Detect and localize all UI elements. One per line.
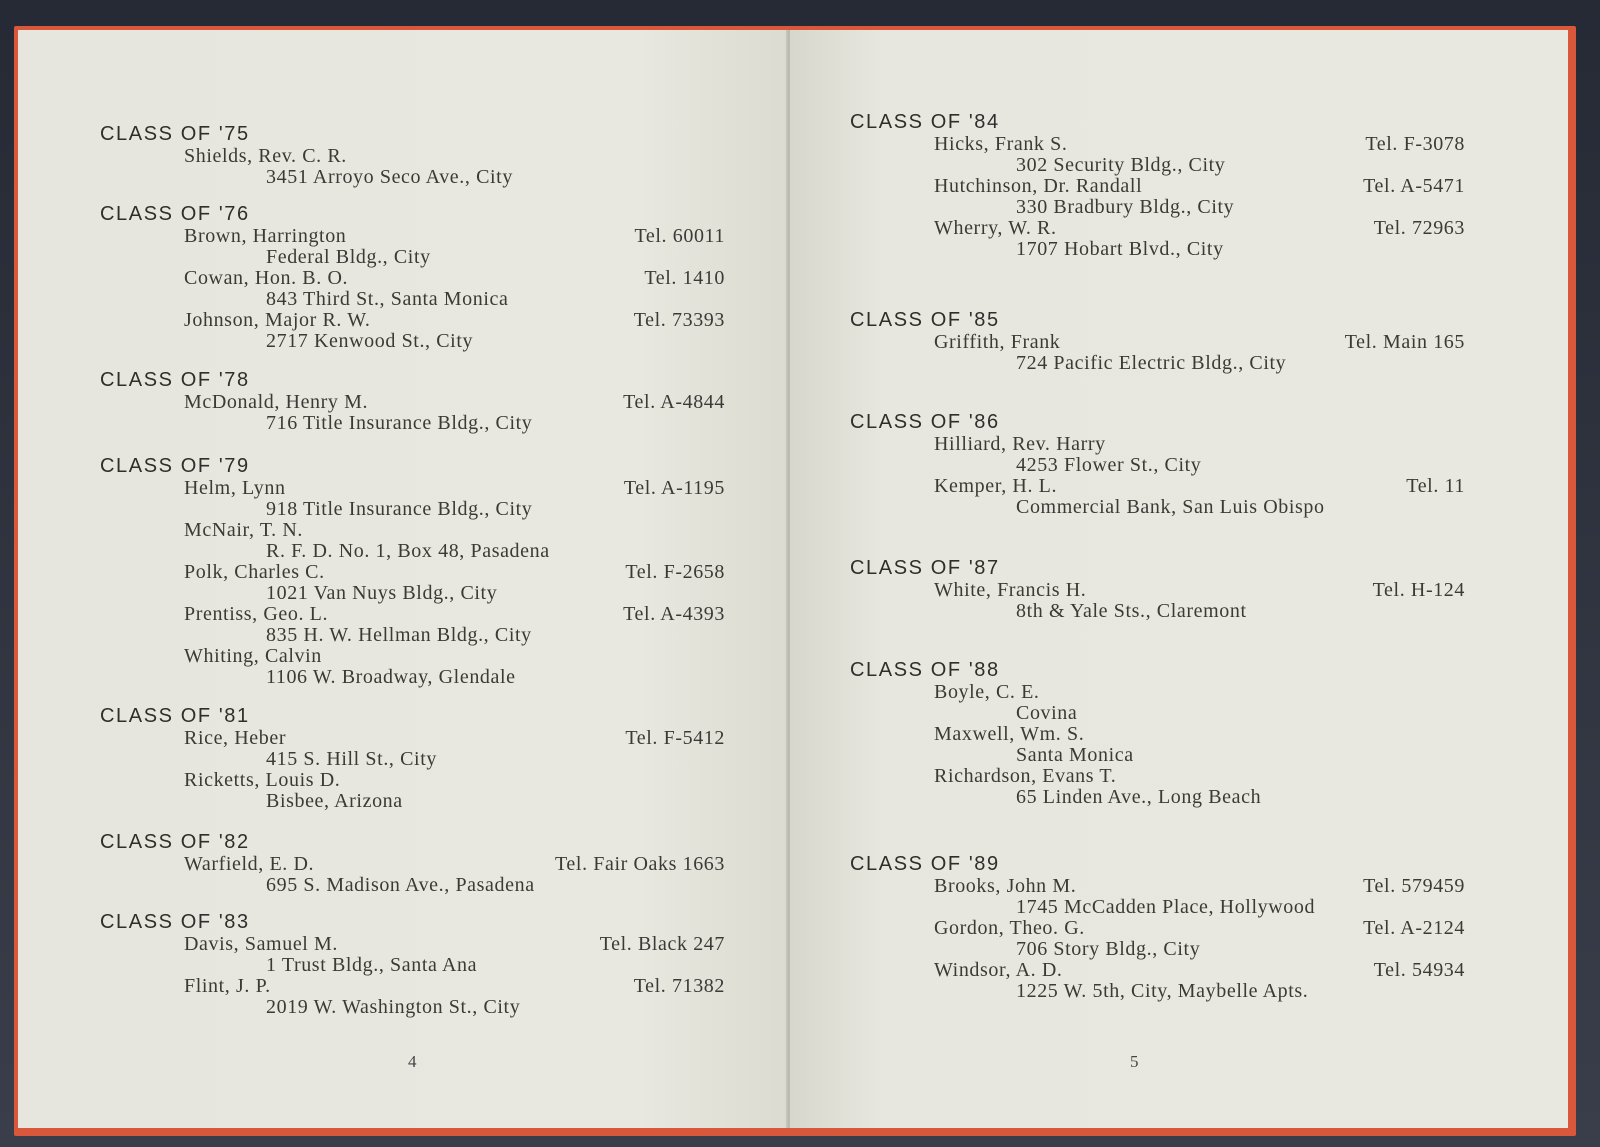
class-heading: CLASS OF '85 <box>850 309 1000 331</box>
alumni-name: Hutchinson, Dr. Randall <box>934 175 1143 197</box>
alumni-entry <box>100 226 725 268</box>
alumni-address: 706 Story Bldg., City <box>1016 938 1201 960</box>
telephone-number: Tel. 11 <box>1406 475 1465 497</box>
alumni-address: 835 H. W. Hellman Bldg., City <box>266 624 532 646</box>
alumni-name: Prentiss, Geo. L. <box>184 603 329 625</box>
class-heading: CLASS OF '88 <box>850 659 1000 681</box>
alumni-name-row <box>100 770 725 791</box>
alumni-entry <box>100 646 725 688</box>
alumni-name: Brooks, John M. <box>934 875 1077 897</box>
alumni-name: Helm, Lynn <box>184 477 286 499</box>
alumni-address: 2019 W. Washington St., City <box>266 996 521 1018</box>
alumni-name-row <box>850 960 1465 981</box>
alumni-name: Brown, Harrington <box>184 225 347 247</box>
alumni-name: McNair, T. N. <box>184 519 304 541</box>
alumni-name: Polk, Charles C. <box>184 561 325 583</box>
telephone-number: Tel. A-5471 <box>1363 175 1465 197</box>
alumni-name-row <box>850 332 1465 353</box>
left-page <box>18 30 788 1128</box>
alumni-entry <box>100 562 725 604</box>
alumni-entry <box>850 960 1465 1002</box>
class-heading: CLASS OF '82 <box>100 831 250 853</box>
alumni-address: 716 Title Insurance Bldg., City <box>266 412 533 434</box>
alumni-address: 415 S. Hill St., City <box>266 748 437 770</box>
telephone-number: Tel. Black 247 <box>599 933 725 955</box>
alumni-name: Davis, Samuel M. <box>184 933 339 955</box>
telephone-number: Tel. 71382 <box>633 975 725 997</box>
alumni-name-row <box>850 876 1465 897</box>
alumni-name: Windsor, A. D. <box>934 959 1063 981</box>
alumni-entry <box>850 332 1465 374</box>
alumni-name-row <box>850 580 1465 601</box>
alumni-entry <box>100 976 725 1018</box>
telephone-number: Tel. F-3078 <box>1365 133 1465 155</box>
alumni-entry <box>850 218 1465 260</box>
class-section <box>850 658 1465 808</box>
alumni-address: 4253 Flower St., City <box>1016 454 1202 476</box>
class-section <box>100 704 725 812</box>
alumni-entry <box>100 934 725 976</box>
alumni-entry <box>850 476 1465 518</box>
class-section <box>100 122 725 188</box>
alumni-address: 65 Linden Ave., Long Beach <box>1016 786 1262 808</box>
class-section <box>850 308 1465 374</box>
alumni-address: Commercial Bank, San Luis Obispo <box>1016 496 1325 518</box>
alumni-name-row <box>100 520 725 541</box>
telephone-number: Tel. 579459 <box>1363 875 1465 897</box>
alumni-name-row <box>850 766 1465 787</box>
alumni-address: 1106 W. Broadway, Glendale <box>266 666 516 688</box>
alumni-name: Shields, Rev. C. R. <box>184 145 347 167</box>
alumni-entry <box>850 724 1465 766</box>
alumni-name: Gordon, Theo. G. <box>934 917 1085 939</box>
class-heading: CLASS OF '76 <box>100 203 250 225</box>
alumni-entry <box>850 682 1465 724</box>
alumni-name: Richardson, Evans T. <box>934 765 1117 787</box>
alumni-address: 2717 Kenwood St., City <box>266 330 474 352</box>
telephone-number: Tel. F-5412 <box>625 727 725 749</box>
alumni-name-row <box>100 146 725 167</box>
alumni-address: Santa Monica <box>1016 744 1134 766</box>
alumni-name-row <box>850 134 1465 155</box>
alumni-entry <box>100 392 725 434</box>
alumni-address: R. F. D. No. 1, Box 48, Pasadena <box>266 540 550 562</box>
telephone-number: Tel. 72963 <box>1373 217 1465 239</box>
alumni-address: Federal Bldg., City <box>266 246 431 268</box>
telephone-number: Tel. H-124 <box>1372 579 1465 601</box>
telephone-number: Tel. Main 165 <box>1344 331 1465 353</box>
alumni-name-row <box>100 478 725 499</box>
class-section <box>850 110 1465 260</box>
class-section <box>100 454 725 688</box>
class-section <box>850 410 1465 518</box>
alumni-name-row <box>850 176 1465 197</box>
class-section <box>850 556 1465 622</box>
alumni-name: Rice, Heber <box>184 727 287 749</box>
alumni-entry <box>850 134 1465 176</box>
alumni-entry <box>850 766 1465 808</box>
alumni-address: 8th & Yale Sts., Claremont <box>1016 600 1247 622</box>
alumni-entry <box>100 310 725 352</box>
alumni-name: Johnson, Major R. W. <box>184 309 371 331</box>
alumni-name-row <box>100 646 725 667</box>
right-page <box>790 30 1568 1128</box>
alumni-entry <box>850 434 1465 476</box>
alumni-name: Hilliard, Rev. Harry <box>934 433 1106 455</box>
alumni-name: McDonald, Henry M. <box>184 391 369 413</box>
telephone-number: Tel. Fair Oaks 1663 <box>555 853 725 875</box>
alumni-name: Warfield, E. D. <box>184 853 315 875</box>
right-page-content <box>850 30 1465 1128</box>
class-heading: CLASS OF '81 <box>100 705 250 727</box>
alumni-name-row <box>100 268 725 289</box>
class-heading: CLASS OF '78 <box>100 369 250 391</box>
alumni-name: Boyle, C. E. <box>934 681 1040 703</box>
alumni-entry <box>850 918 1465 960</box>
alumni-name-row <box>100 728 725 749</box>
alumni-address: Covina <box>1016 702 1078 724</box>
class-section <box>100 202 725 352</box>
alumni-name-row <box>100 392 725 413</box>
page-number: 5 <box>1130 1052 1140 1071</box>
alumni-name-row <box>850 218 1465 239</box>
telephone-number: Tel. F-2658 <box>625 561 725 583</box>
alumni-name: White, Francis H. <box>934 579 1087 601</box>
alumni-name-row <box>850 918 1465 939</box>
alumni-address: Bisbee, Arizona <box>266 790 403 812</box>
alumni-name-row <box>850 682 1465 703</box>
alumni-address: 1021 Van Nuys Bldg., City <box>266 582 498 604</box>
alumni-name: Cowan, Hon. B. O. <box>184 267 349 289</box>
alumni-name-row <box>100 310 725 331</box>
alumni-name: Kemper, H. L. <box>934 475 1058 497</box>
telephone-number: Tel. 54934 <box>1373 959 1465 981</box>
alumni-name-row <box>850 434 1465 455</box>
telephone-number: Tel. 1410 <box>644 267 725 289</box>
alumni-entry <box>100 478 725 520</box>
telephone-number: Tel. 60011 <box>634 225 725 247</box>
alumni-name: Maxwell, Wm. S. <box>934 723 1085 745</box>
alumni-address: 1 Trust Bldg., Santa Ana <box>266 954 478 976</box>
alumni-address: 918 Title Insurance Bldg., City <box>266 498 533 520</box>
alumni-name: Wherry, W. R. <box>934 217 1057 239</box>
class-section <box>850 852 1465 1002</box>
alumni-name: Flint, J. P. <box>184 975 271 997</box>
alumni-address: 1745 McCadden Place, Hollywood <box>1016 896 1316 918</box>
class-heading: CLASS OF '83 <box>100 911 250 933</box>
class-heading: CLASS OF '79 <box>100 455 250 477</box>
alumni-address: 1225 W. 5th, City, Maybelle Apts. <box>1016 980 1309 1002</box>
class-heading: CLASS OF '86 <box>850 411 1000 433</box>
alumni-name-row <box>100 854 725 875</box>
alumni-entry <box>100 520 725 562</box>
alumni-name: Griffith, Frank <box>934 331 1061 353</box>
alumni-name: Whiting, Calvin <box>184 645 322 667</box>
alumni-name-row <box>100 934 725 955</box>
alumni-name: Hicks, Frank S. <box>934 133 1068 155</box>
telephone-number: Tel. A-4393 <box>623 603 725 625</box>
alumni-entry <box>850 176 1465 218</box>
alumni-name-row <box>850 724 1465 745</box>
alumni-address: 695 S. Madison Ave., Pasadena <box>266 874 535 896</box>
class-heading: CLASS OF '84 <box>850 111 1000 133</box>
alumni-address: 302 Security Bldg., City <box>1016 154 1226 176</box>
alumni-entry <box>100 604 725 646</box>
alumni-entry <box>850 876 1465 918</box>
telephone-number: Tel. 73393 <box>633 309 725 331</box>
alumni-name-row <box>850 476 1465 497</box>
class-section <box>100 830 725 896</box>
alumni-name-row <box>100 226 725 247</box>
alumni-entry <box>100 728 725 770</box>
class-heading: CLASS OF '75 <box>100 123 250 145</box>
class-heading: CLASS OF '87 <box>850 557 1000 579</box>
alumni-address: 3451 Arroyo Seco Ave., City <box>266 166 513 188</box>
alumni-name-row <box>100 976 725 997</box>
page-number: 4 <box>408 1052 418 1071</box>
alumni-address: 330 Bradbury Bldg., City <box>1016 196 1235 218</box>
class-section <box>100 368 725 434</box>
alumni-entry <box>850 580 1465 622</box>
alumni-address: 1707 Hobart Blvd., City <box>1016 238 1224 260</box>
alumni-entry <box>100 770 725 812</box>
class-heading: CLASS OF '89 <box>850 853 1000 875</box>
alumni-address: 724 Pacific Electric Bldg., City <box>1016 352 1287 374</box>
alumni-name: Ricketts, Louis D. <box>184 769 341 791</box>
telephone-number: Tel. A-2124 <box>1363 917 1465 939</box>
alumni-address: 843 Third St., Santa Monica <box>266 288 509 310</box>
alumni-entry <box>100 268 725 310</box>
alumni-name-row <box>100 562 725 583</box>
alumni-entry <box>100 146 725 188</box>
alumni-name-row <box>100 604 725 625</box>
telephone-number: Tel. A-1195 <box>623 477 725 499</box>
class-section <box>100 910 725 1018</box>
left-page-content <box>100 30 725 1128</box>
alumni-entry <box>100 854 725 896</box>
telephone-number: Tel. A-4844 <box>623 391 725 413</box>
